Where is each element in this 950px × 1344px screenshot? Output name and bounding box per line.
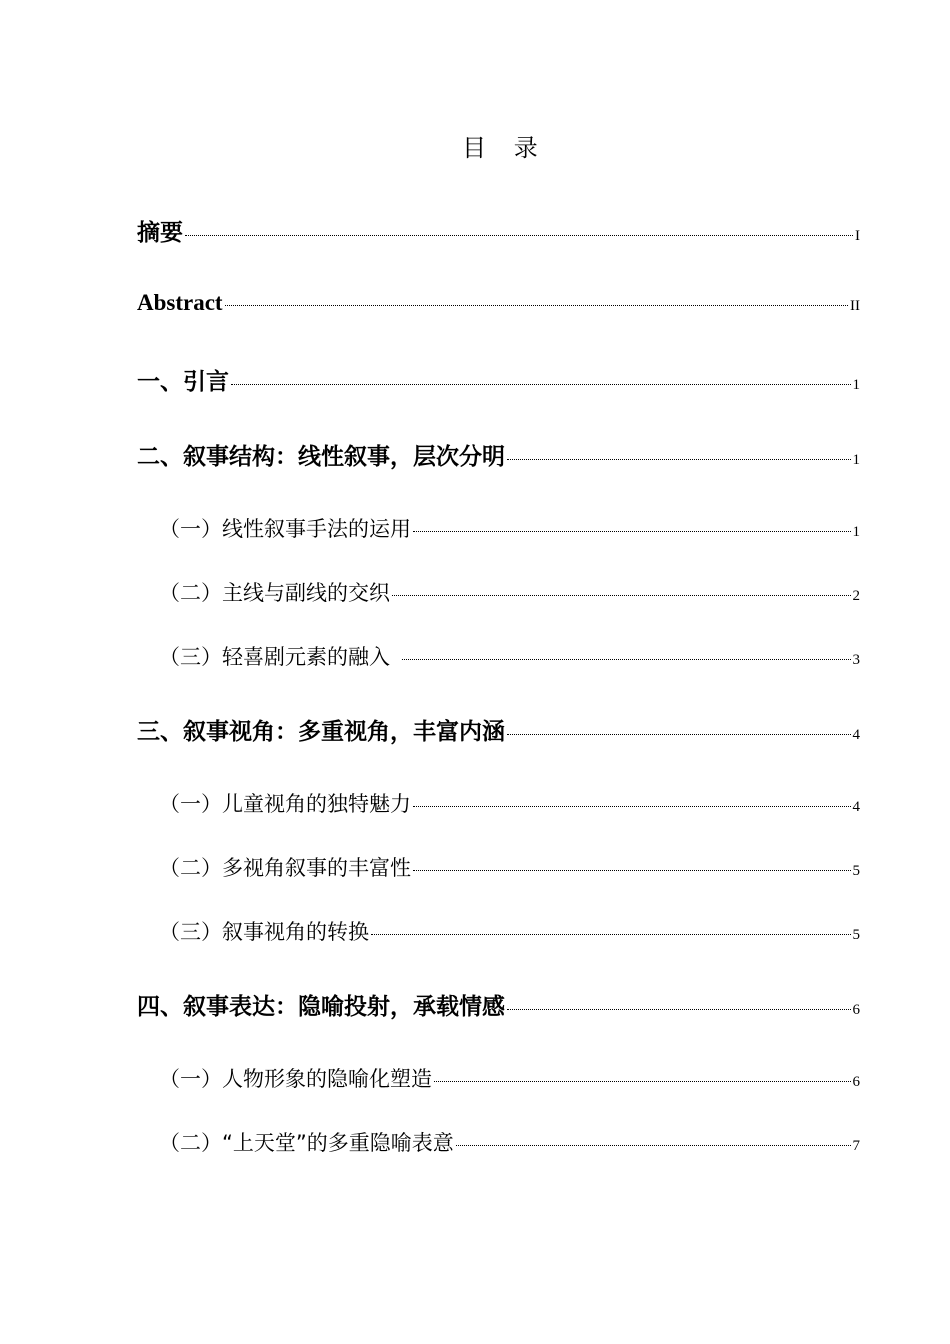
- toc-entry-section-3-3[interactable]: [159, 916, 860, 946]
- toc-entry-section-2-2[interactable]: [159, 577, 860, 607]
- toc-entry-label: （二）多视角叙事的丰富性: [159, 856, 411, 880]
- toc-entry-section-3-2[interactable]: [159, 852, 860, 882]
- toc-page-number: 4: [852, 727, 860, 743]
- toc-page-number: 4: [852, 799, 860, 815]
- dot-leader: [456, 1145, 851, 1146]
- toc-entry-section-3-1[interactable]: [159, 788, 860, 818]
- toc-entry-introduction[interactable]: [137, 363, 860, 396]
- toc-entry-label: 三、叙事视角：多重视角，丰富内涵: [137, 719, 505, 745]
- dot-leader: [413, 870, 851, 871]
- toc-entry-section-4-1[interactable]: [159, 1063, 860, 1093]
- toc-page-number: 7: [852, 1138, 860, 1154]
- toc-entry-label: （三）轻喜剧元素的融入: [159, 645, 390, 669]
- toc-page-number: 6: [852, 1002, 860, 1018]
- toc-entry-label: 一、引言: [137, 369, 229, 395]
- toc-page-number: 1: [852, 452, 860, 468]
- toc-page-number: 5: [852, 927, 860, 943]
- toc-entry-section-4-2[interactable]: [159, 1127, 860, 1157]
- dot-leader: [392, 595, 851, 596]
- dot-leader: [413, 806, 851, 807]
- dot-leader: [371, 934, 851, 935]
- dot-leader: [231, 384, 851, 385]
- toc-entry-section-2-3[interactable]: [159, 641, 860, 671]
- dot-leader: [413, 531, 851, 532]
- dot-leader: [225, 305, 848, 306]
- toc-page-number: 3: [852, 652, 860, 668]
- toc-entry-label: 摘要: [137, 220, 183, 246]
- toc-entry-label: （一）人物形象的隐喻化塑造: [159, 1067, 432, 1091]
- toc-page-number: II: [850, 298, 860, 314]
- dot-leader: [402, 659, 851, 660]
- dot-leader: [507, 459, 851, 460]
- toc-entry-label: 二、叙事结构：线性叙事，层次分明: [137, 444, 505, 470]
- toc-page-number: 1: [852, 524, 860, 540]
- dot-leader: [507, 1009, 851, 1010]
- toc-entry-section-2-1[interactable]: [159, 513, 860, 543]
- dot-leader: [434, 1081, 851, 1082]
- toc-page-number: 5: [852, 863, 860, 879]
- toc-entry-label: （一）线性叙事手法的运用: [159, 517, 411, 541]
- toc-page-number: 6: [852, 1074, 860, 1090]
- toc-entry-abstract-cn[interactable]: [137, 214, 860, 247]
- toc-page-number: 1: [852, 377, 860, 393]
- toc-entry-abstract-en[interactable]: [137, 290, 860, 316]
- dot-leader: [185, 235, 853, 236]
- toc-entry-label: （一）儿童视角的独特魅力: [159, 792, 411, 816]
- dot-leader: [507, 734, 851, 735]
- toc-entry-label: Abstract: [137, 290, 223, 315]
- page-title: 目 录: [462, 134, 548, 162]
- toc-entry-label: （二）“上天堂”的多重隐喻表意: [159, 1131, 454, 1155]
- toc-page-number: I: [855, 228, 860, 244]
- toc-entry-label: 四、叙事表达：隐喻投射，承载情感: [137, 994, 505, 1020]
- toc-entry-section-4[interactable]: [137, 988, 860, 1021]
- toc-entry-label: （三）叙事视角的转换: [159, 920, 369, 944]
- toc-page-number: 2: [852, 588, 860, 604]
- toc-entry-section-3[interactable]: [137, 713, 860, 746]
- toc-entry-label: （二）主线与副线的交织: [159, 581, 390, 605]
- toc-entry-section-2[interactable]: [137, 438, 860, 471]
